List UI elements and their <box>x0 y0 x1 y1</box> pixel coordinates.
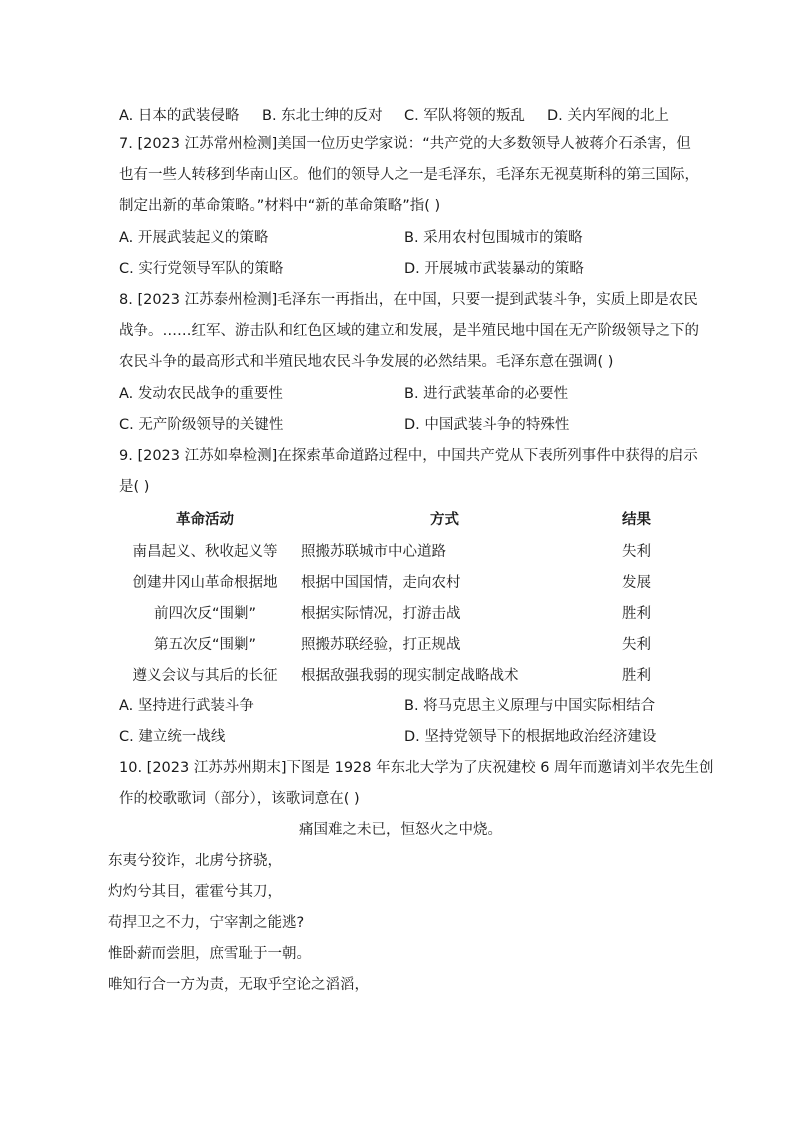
q6-option-a: A. 日本的武装侵略 <box>119 108 240 124</box>
q9-option-c: C. 建立统一战线 <box>119 729 226 745</box>
table-header-activity: 革命活动 <box>176 512 234 528</box>
table-cell-activity: 第五次反“围剿” <box>153 637 257 653</box>
q9-option-b: B. 将马克思主义原理与中国实际相结合 <box>404 698 656 714</box>
table-cell-result: 胜利 <box>622 606 651 622</box>
q8-stem-line-3: 农民斗争的最高形式和半殖民地农民斗争发展的必然结果。毛泽东意在强调( ) <box>119 354 614 370</box>
lyrics-title: 痛国难之未已，恒怒火之中烧。 <box>299 822 502 838</box>
table-cell-activity: 遵义会议与其后的长征 <box>132 668 278 684</box>
table-cell-result: 失利 <box>622 637 651 653</box>
q7-option-b: B. 采用农村包围城市的策略 <box>404 230 583 246</box>
q8-stem-line-2: 战争。……红军、游击队和红色区域的建立和发展，是半殖民地中国在无产阶级领导之下的 <box>119 323 699 339</box>
q9-option-d: D. 坚持党领导下的根据地政治经济建设 <box>404 729 657 745</box>
table-row <box>110 664 670 684</box>
table-row <box>110 571 670 591</box>
q8-option-a: A. 发动农民战争的重要性 <box>119 386 283 402</box>
table-row <box>110 602 670 622</box>
table-header-row <box>110 508 670 528</box>
q7-option-a: A. 开展武装起义的策略 <box>119 230 269 246</box>
table-cell-result: 发展 <box>622 575 651 591</box>
table-row <box>110 540 670 560</box>
table-cell-method: 根据中国国情，走向农村 <box>301 575 461 591</box>
table-cell-activity: 南昌起义、秋收起义等 <box>132 544 278 560</box>
q7-stem-line-3: 制定出新的革命策略。”材料中“新的革命策略”指( ) <box>119 198 441 214</box>
table-cell-result: 失利 <box>622 544 651 560</box>
table-cell-method: 根据实际情况，打游击战 <box>301 606 461 622</box>
q10-stem-line-2: 作的校歌歌词（部分），该歌词意在( ) <box>119 791 360 807</box>
table-cell-activity: 前四次反“围剿” <box>153 606 257 622</box>
q7-option-d: D. 开展城市武装暴动的策略 <box>404 261 584 277</box>
lyrics-line: 苟捍卫之不力，宁宰割之能逃? <box>108 915 305 931</box>
q8-option-b: B. 进行武装革命的必要性 <box>404 386 569 402</box>
q7-stem-line-2: 也有一些人转移到华南山区。他们的领导人之一是毛泽东，毛泽东无视莫斯科的第三国际， <box>119 167 699 183</box>
q6-option-c: C. 军队将领的叛乱 <box>404 108 525 124</box>
q9-option-a: A. 坚持进行武装斗争 <box>119 698 254 714</box>
table-row <box>110 633 670 653</box>
lyrics-line: 唯知行合一方为责，无取乎空论之滔滔， <box>108 977 369 993</box>
table-header-method: 方式 <box>430 512 459 528</box>
q8-stem-line-1: 8. [2023 江苏泰州检测]毛泽东一再指出，在中国，只要一提到武装斗争，实质上即是农民 <box>119 292 698 308</box>
q7-stem-line-1: 7. [2023 江苏常州检测]美国一位历史学家说：“共产党的大多数领导人被蒋介石杀害，但 <box>119 136 691 152</box>
lyrics-line: 惟卧薪而尝胆，庶雪耻于一朝。 <box>108 946 311 962</box>
q10-stem-line-1: 10. [2023 江苏苏州期末]下图是 1928 年东北大学为了庆祝建校 6 周年而邀请刘半农先生创 <box>119 760 714 776</box>
q8-option-c: C. 无产阶级领导的关键性 <box>119 417 284 433</box>
q9-stem-line-2: 是( ) <box>119 479 150 495</box>
table-cell-method: 根据敌强我弱的现实制定战略战术 <box>301 668 519 684</box>
table-cell-method: 照搬苏联城市中心道路 <box>301 544 446 560</box>
q6-options <box>0 104 794 124</box>
q9-stem-line-1: 9. [2023 江苏如皋检测]在探索革命道路过程中，中国共产党从下表所列事件中获得的启示 <box>119 448 698 464</box>
lyrics-line: 东夷兮狡诈，北虏兮挤骁， <box>108 853 282 869</box>
table-cell-result: 胜利 <box>622 668 651 684</box>
table-cell-activity: 创建井冈山革命根据地 <box>132 575 278 591</box>
lyrics-line: 灼灼兮其目，霍霍兮其刀， <box>108 884 282 900</box>
q6-option-b: B. 东北士绅的反对 <box>262 108 383 124</box>
q7-option-c: C. 实行党领导军队的策略 <box>119 261 284 277</box>
q8-option-d: D. 中国武装斗争的特殊性 <box>404 417 570 433</box>
table-cell-method: 照搬苏联经验，打正规战 <box>301 637 461 653</box>
table-header-result: 结果 <box>622 512 651 528</box>
q6-option-d: D. 关内军阀的北上 <box>547 108 669 124</box>
